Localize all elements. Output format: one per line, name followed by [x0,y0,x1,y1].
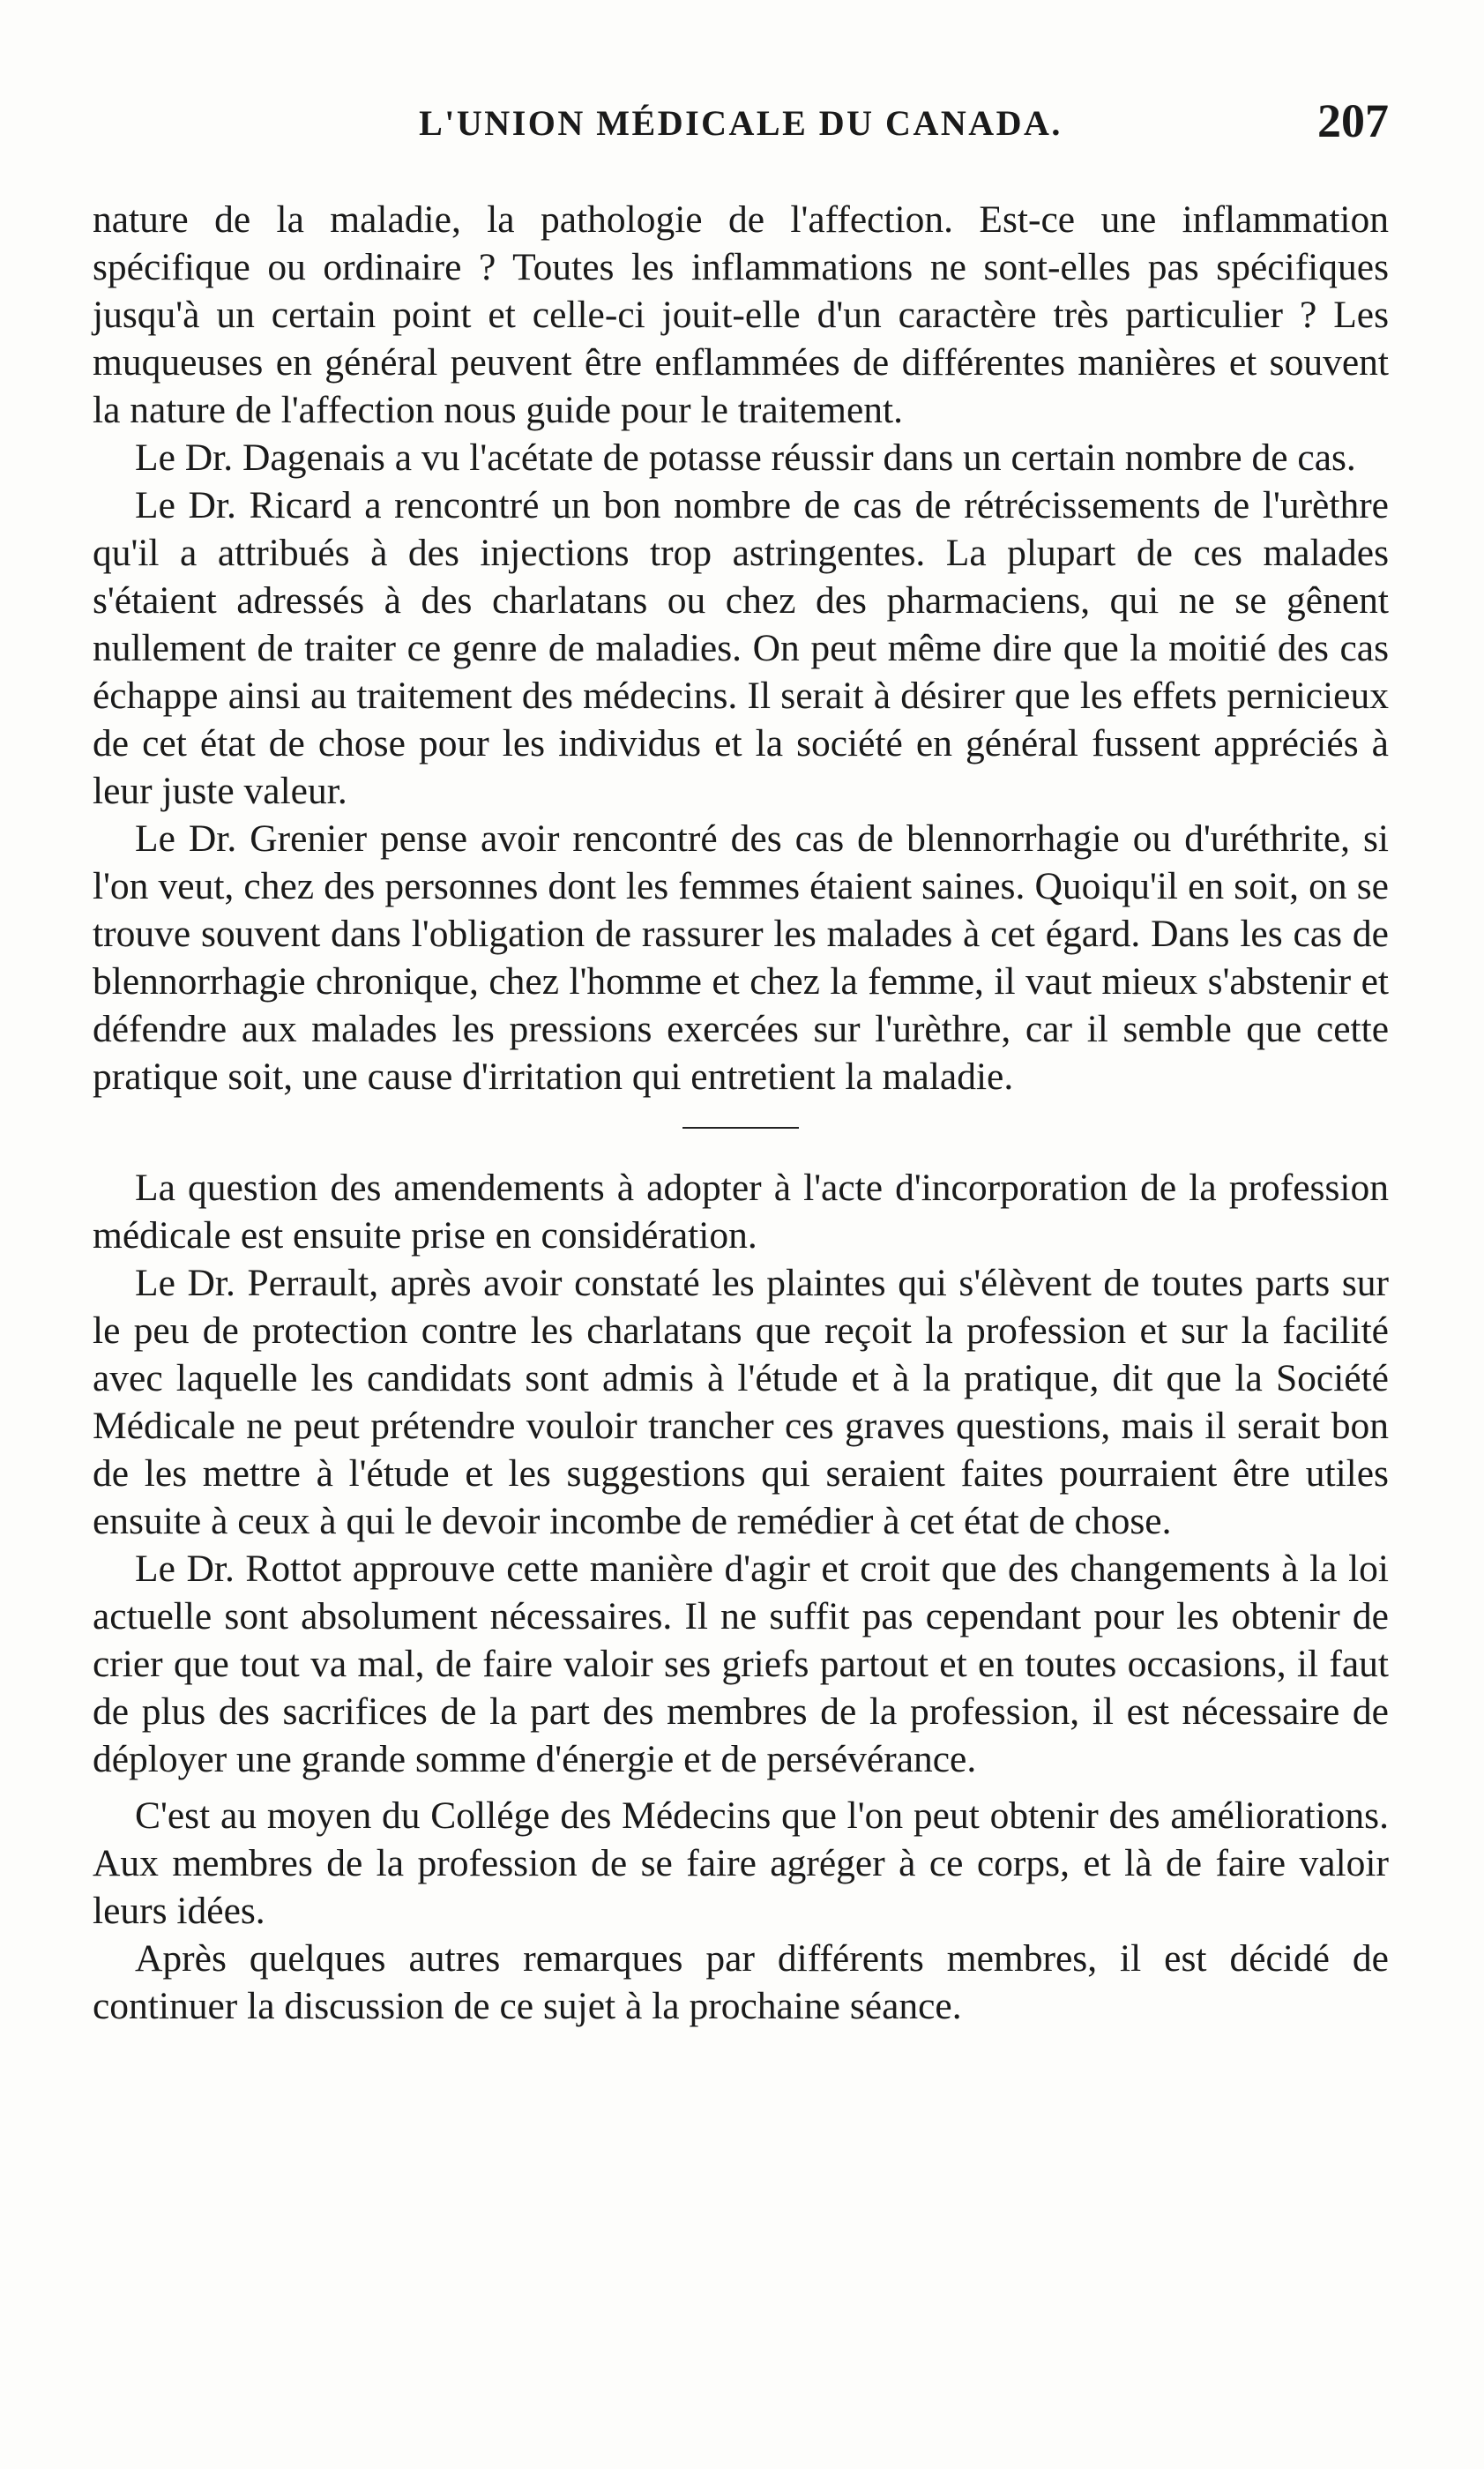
paragraph-grenier: Le Dr. Grenier pense avoir rencontré des cas de blennorrhagie ou d'uréthrite, si l'on veut, chez des personnes dont les femmes étaient saines. Quoiqu'il en soit, on se trouve souvent dans l'obligation de rassurer les malades à cet égard. Dans les cas de blennorrhagie chronique, chez l'homme et chez la femme, il vaut mieux s'abstenir et défendre aux malades les pressions exercées sur l'urèthre, car il semble que cette pratique soit, une cause d'irritation qui entretient la maladie. [93,817,1389,1098]
page-header [93,93,1389,155]
paragraph-perrault: Le Dr. Perrault, après avoir constaté les plaintes qui s'élèvent de toutes parts sur le peu de protection contre les charlatans que reçoit la profession et sur la facilité avec laquelle les candidats sont admis à l'étude et à la pratique, dit que la Société Médicale ne peut prétendre vouloir trancher ces graves questions, mais il serait bon de les mettre à l'étude et les suggestions qui seraient faites pourraient être utiles ensuite à ceux à qui le devoir incombe de remédier à cet état de chose. [93,1262,1389,1542]
paragraph-dagenais: Le Dr. Dagenais a vu l'acétate de potasse réussir dans un certain nombre de cas. [135,436,1356,479]
paragraph-conclusion: Après quelques autres remarques par différents membres, il est décidé de continuer la discussion de ce sujet à la prochaine séance. [93,1937,1389,2027]
paragraph-college: C'est au moyen du Collége des Médecins que l'on peut obtenir des améliorations. Aux membres de la profession de se faire agréger à ce corps, et là de faire valoir leurs idées. [93,1794,1389,1932]
paragraph-rottot: Le Dr. Rottot approuve cette manière d'agir et croit que des changements à la loi actuelle sont absolument nécessaires. Il ne suffit pas cependant pour les obtenir de crier que tout va mal, de faire valoir ses griefs partout et en toutes occasions, il faut de plus des sacrifices de la part des membres de la profession, il est nécessaire de déployer une grande somme d'énergie et de persévérance. [93,1548,1389,1780]
paragraph-question-amendements: La question des amendements à adopter à l'acte d'incorporation de la profession médicale est ensuite prise en considération. [93,1167,1389,1257]
paragraph-ricard: Le Dr. Ricard a rencontré un bon nombre de cas de rétrécissements de l'urèthre qu'il a attribués à des injections trop astringentes. La plupart de ces malades s'étaient adressés à des charlatans ou chez des pharmaciens, qui ne se gênent nullement de traiter ce genre de maladies. On peut même dire que la moitié des cas échappe ainsi au traitement des médecins. Il serait à désirer que les effets pernicieux de cet état de chose pour les individus et la société en général fussent appréciés à leur juste valeur. [93,484,1389,812]
page-number: 207 [1317,94,1389,147]
section-divider [682,1127,799,1129]
running-title: L'UNION MÉDICALE DU CANADA. [419,103,1063,143]
paragraph-continuation: nature de la maladie, la pathologie de l'affection. Est-ce une inflammation spécifique ou ordinaire ? Toutes les inflammations ne sont-elles pas spécifiques jusqu'à un certain point et celle-ci jouit-elle d'un caractère très particulier ? Les muqueuses en général peuvent être enflammées de différentes manières et souvent la nature de l'affection nous guide pour le traitement. [93,198,1389,431]
body-text [93,196,1389,2030]
